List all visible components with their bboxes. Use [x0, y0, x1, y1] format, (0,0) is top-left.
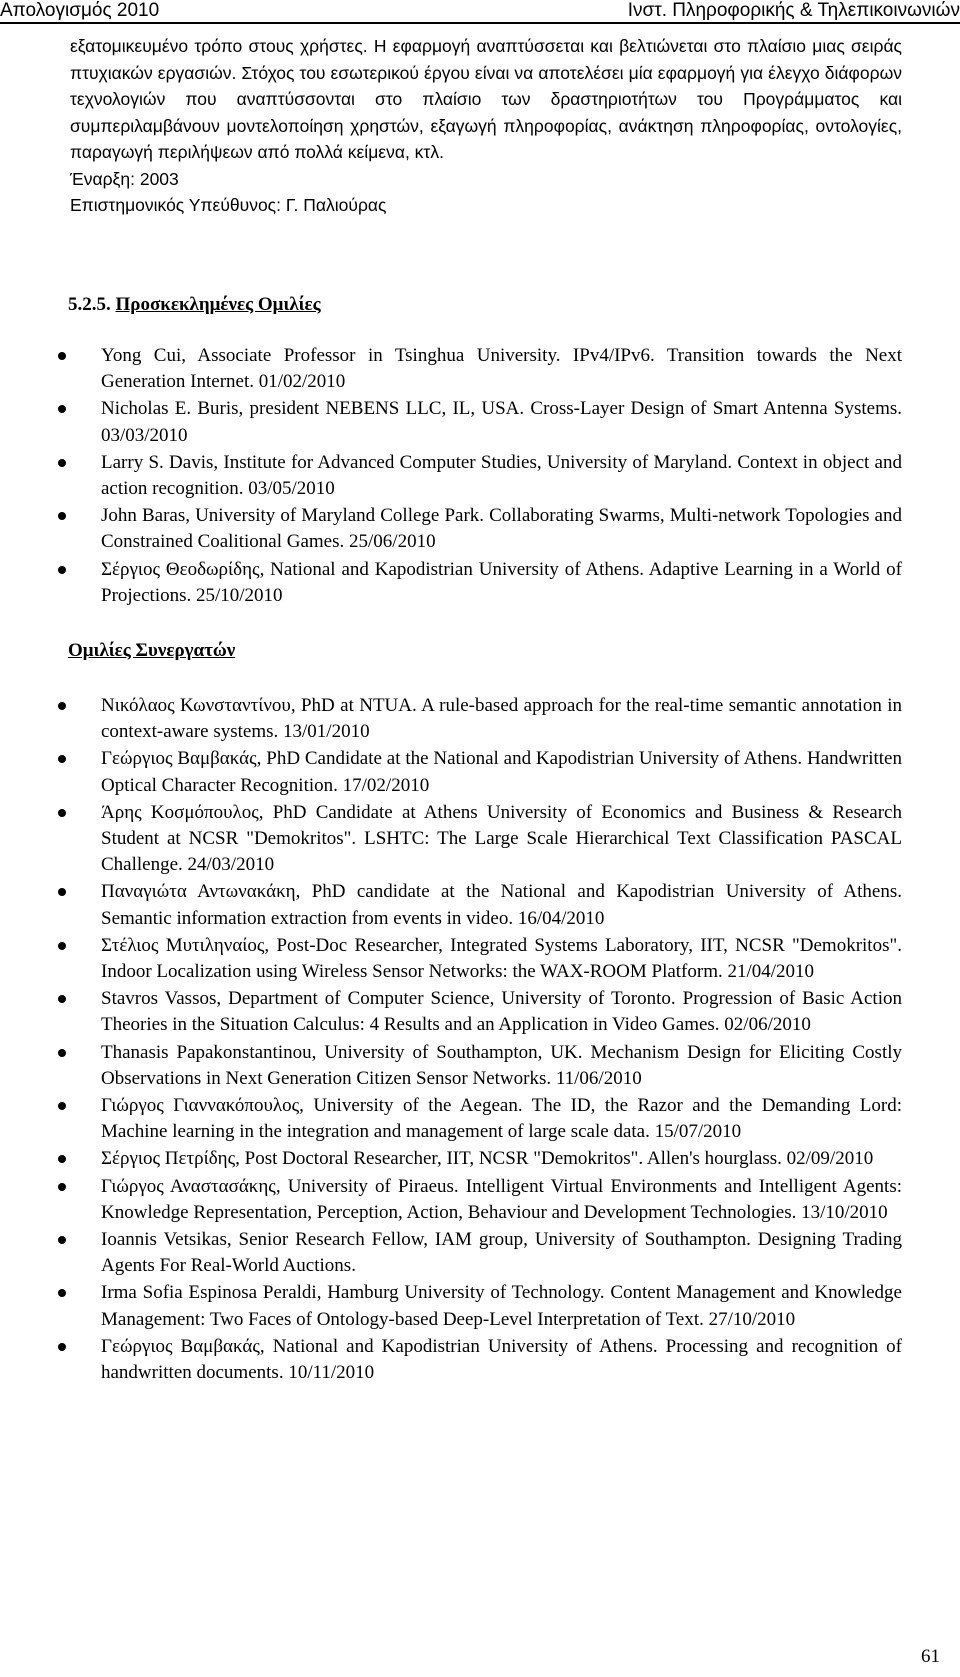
bullet-icon [58, 459, 66, 467]
intro-start: Έναρξη: 2003 [70, 168, 179, 189]
list-item-text: Παναγιώτα Αντωνακάκη, PhD candidate at the National and Kapodistrian University of Athens. Semantic information extraction from events in video. 16/04/2010 [101, 881, 902, 929]
list-item [0, 879, 902, 931]
collab-talks-list [0, 693, 960, 1387]
bullet-icon [58, 405, 66, 413]
bullet-icon [58, 755, 66, 763]
bullet-icon [58, 352, 66, 360]
list-item [0, 503, 902, 555]
header-institute: Ινστ. Πληροφορικής & Τηλεπικοινωνιών [627, 0, 960, 21]
list-item-text: Σέργιος Πετρίδης, Post Doctoral Researcher, IIT, NCSR "Demokritos". Allen's hourglass. 02/09/2010 [101, 1148, 874, 1170]
list-item-text: Γεώργιος Βαμβακάς, National and Kapodistrian University of Athens. Processing and recognition of handwritten documents. 10/11/2010 [101, 1335, 902, 1384]
list-item-text: Νικόλαος Κωνσταντίνου, PhD at NTUA. A rule-based approach for the real-time semantic annotation in context-aware systems. 13/01/2010 [101, 695, 902, 743]
list-item [0, 1040, 902, 1092]
list-item [0, 343, 902, 395]
bullet-icon [58, 1155, 66, 1163]
list-item-text: Thanasis Papakonstantinou, University of Southampton, UK. Mechanism Design for Eliciting Costly Observations in Next Generation Citizen Sensor Networks. 11/06/2010 [101, 1041, 902, 1089]
bullet-icon [58, 702, 66, 710]
list-item-text: Άρης Κοσμόπουλος, PhD Candidate at Athens University of Economics and Business & Research Student at NCSR "Demokritos". LSHTC: The Large Scale Hierarchical Text Classification PASCAL Challenge. 24/03/2010 [101, 801, 902, 876]
section-title: Προσκεκλημένες Ομιλίες [115, 294, 321, 315]
intro-paragraph: εξατομικευμένο τρόπο στους χρήστες. Η εφαρμογή αναπτύσσεται και βελτιώνεται στο πλαίσιο μιας σειράς πτυχιακών εργασιών. Στόχος του εσωτερικού έργου είναι να αποτελέσει μία εφαρμογή για έλεγχο διάφορων τεχνολογιών που αναπτύσσονται στο πλαίσιο των δραστηριοτήτων του Προγράμματος και συμπεριλαμβάνουν μοντελοποίηση χρηστών, εξαγωγή πληροφορίας, ανάκτηση πληροφορίας, οντολογίες, παραγωγή περιλήψεων από πολλά κείμενα, κτλ. [70, 36, 902, 162]
bullet-icon [58, 888, 66, 896]
bullet-icon [58, 1343, 66, 1351]
bullet-icon [58, 995, 66, 1003]
section-number: 5.2.5. [68, 294, 111, 315]
list-item [0, 557, 902, 609]
list-item-text: Stavros Vassos, Department of Computer Science, University of Toronto. Progression of Basic Action Theories in the Situation Calculus: 4 Results and an Application in Video Games. 02/06/2010 [101, 988, 902, 1036]
list-item [0, 800, 902, 879]
list-item-text: Yong Cui, Associate Professor in Tsinghua University. IPv4/IPv6. Transition towards the Next Generation Internet. 01/02/2010 [101, 345, 902, 393]
bullet-icon [58, 1183, 66, 1191]
list-item-text: Στέλιος Μυτιληναίος, Post-Doc Researcher, Integrated Systems Laboratory, IIT, NCSR "Demokritos". Indoor Localization using Wireless Sensor Networks: the WAX-ROOM Platform. 21/04/2010 [101, 934, 902, 983]
list-item-text: Γιώργος Γιαννακόπουλος, University of the Aegean. The ID, the Razor and the Demanding Lord: Machine learning in the integration and management of large scale data. 15/07/2010 [101, 1095, 902, 1143]
intro-block [70, 33, 902, 219]
bullet-icon [58, 1102, 66, 1110]
list-item [0, 1227, 902, 1279]
list-item-text: John Baras, University of Maryland College Park. Collaborating Swarms, Multi-network Topologies and Constrained Coalitional Games. 25/06/2010 [101, 505, 902, 553]
list-item-text: Σέργιος Θεοδωρίδης, National and Kapodistrian University of Athens. Adaptive Learning in a World of Projections. 25/10/2010 [101, 558, 902, 606]
bullet-icon [58, 1049, 66, 1057]
list-item [0, 746, 902, 798]
list-item [0, 693, 902, 745]
list-item [0, 986, 902, 1038]
list-item [0, 933, 902, 985]
list-item [0, 1093, 902, 1145]
section-heading [68, 294, 321, 316]
bullet-icon [58, 942, 66, 950]
bullet-icon [58, 1236, 66, 1244]
list-item-text: Γεώργιος Βαμβακάς, PhD Candidate at the National and Kapodistrian University of Athens. Handwritten Optical Character Recognition. 17/02/2010 [101, 748, 902, 796]
list-item-text: Nicholas E. Buris, president NEBENS LLC, IL, USA. Cross-Layer Design of Smart Antenna Systems. 03/03/2010 [101, 398, 902, 446]
list-item [0, 1334, 902, 1386]
collab-heading: Ομιλίες Συνεργατών [68, 640, 236, 661]
list-item [0, 1174, 902, 1226]
bullet-icon [58, 512, 66, 520]
list-item [0, 450, 902, 502]
list-item [0, 1280, 902, 1332]
invited-talks-list [0, 343, 960, 610]
list-item-text: Γιώργος Αναστασάκης, University of Piraeus. Intelligent Virtual Environments and Intelligent Agents: Knowledge Representation, Perception, Action, Behaviour and Development Technologies. 13/10/2010 [101, 1175, 902, 1223]
bullet-icon [58, 1289, 66, 1297]
list-item-text: Irma Sofia Espinosa Peraldi, Hamburg University of Technology. Content Management and Knowledge Management: Two Faces of Ontology-based Deep-Level Interpretation of Text. 27/10/2010 [101, 1282, 902, 1330]
intro-lead: Επιστημονικός Υπεύθυνος: Γ. Παλιούρας [70, 195, 387, 215]
list-item-text: Ioannis Vetsikas, Senior Research Fellow, IAM group, University of Southampton. Designing Trading Agents For Real-World Auctions. [101, 1229, 902, 1277]
bullet-icon [58, 809, 66, 817]
page-number: 61 [921, 1646, 940, 1667]
list-item [0, 1146, 902, 1172]
list-item-text: Larry S. Davis, Institute for Advanced Computer Studies, University of Maryland. Context in object and action recognition. 03/05/2010 [101, 451, 902, 500]
list-item [0, 396, 902, 448]
header-report-title: Απολογισμός 2010 [0, 0, 160, 21]
bullet-icon [58, 566, 66, 574]
page-header [0, 0, 960, 24]
